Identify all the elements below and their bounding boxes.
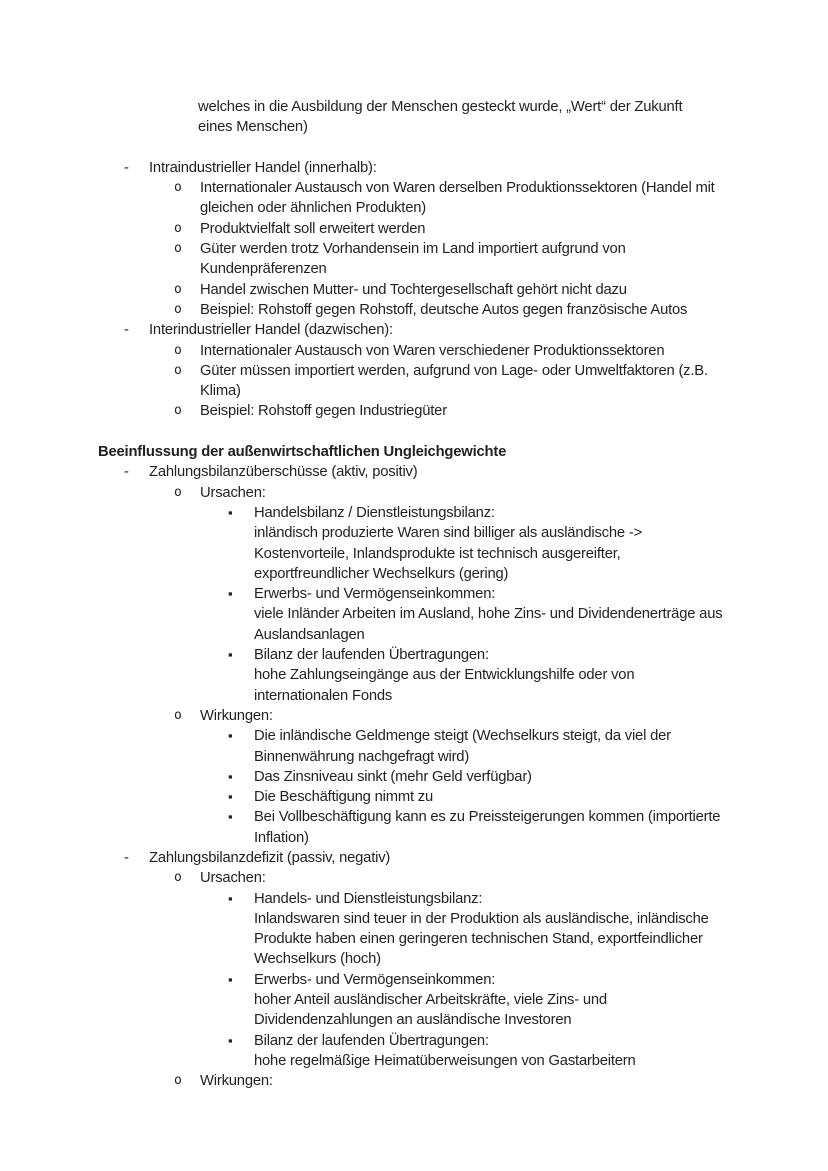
list-item-dash: [98, 848, 778, 868]
square-bullet-marker: ▪: [228, 647, 233, 663]
list-item-circle: [98, 239, 778, 280]
text-line: Handelsbilanz / Dienstleistungsbilanz:: [254, 504, 495, 521]
text-line: Ursachen:: [200, 870, 266, 887]
text-line: exportfreundlicher Wechselkurs (gering): [254, 565, 509, 582]
text-line: Güter werden trotz Vorhandensein im Land importiert aufgrund von: [200, 241, 626, 258]
text-line: Bilanz der laufenden Übertragungen:: [254, 647, 489, 664]
blank-line: [98, 138, 778, 158]
blank-line: [98, 422, 778, 442]
circle-bullet-marker: o: [174, 180, 182, 196]
list-item-circle: [98, 706, 778, 726]
text-line: internationalen Fonds: [254, 687, 393, 704]
square-bullet-marker: ▪: [228, 1032, 233, 1048]
text-line: Inflation): [254, 829, 309, 846]
text-line: Bilanz der laufenden Übertragungen:: [254, 1032, 489, 1049]
text-line: Produkte haben einen geringeren technischen Stand, exportfeindlicher: [254, 931, 703, 948]
text-line: Das Zinsniveau sinkt (mehr Geld verfügbar): [254, 768, 532, 785]
list-item-circle: [98, 1071, 778, 1091]
text-line: Wechselkurs (hoch): [254, 951, 381, 968]
list-item-square: [98, 889, 778, 970]
text-line: Intraindustrieller Handel (innerhalb):: [149, 159, 377, 176]
list-item-square: [98, 787, 778, 807]
list-item-dash: [98, 320, 778, 340]
square-bullet-marker: ▪: [228, 586, 233, 602]
list-item-square: [98, 807, 778, 848]
text-line: Wirkungen:: [200, 1073, 273, 1090]
text-line: Kundenpräferenzen: [200, 261, 327, 278]
list-item-circle: [98, 361, 778, 402]
circle-bullet-marker: o: [174, 403, 182, 419]
text-line: Beispiel: Rohstoff gegen Industriegüter: [200, 403, 447, 420]
text-line: eines Menschen): [198, 119, 308, 136]
text-line: Binnenwährung nachgefragt wird): [254, 748, 470, 765]
list-item-circle: [98, 868, 778, 888]
text-line: Die inländische Geldmenge steigt (Wechselkurs steigt, da viel der: [254, 728, 671, 745]
square-bullet-marker: ▪: [228, 809, 233, 825]
square-bullet-marker: ▪: [228, 728, 233, 744]
list-item-circle: [98, 178, 778, 219]
list-item-square: [98, 726, 778, 767]
text-line: Beeinflussung der außenwirtschaftlichen Ungleichgewichte: [98, 444, 507, 461]
square-bullet-marker: ▪: [228, 504, 233, 520]
square-bullet-marker: ▪: [228, 890, 233, 906]
text-line: Dividendenzahlungen an ausländische Investoren: [254, 1012, 572, 1029]
text-line: Erwerbs- und Vermögenseinkommen:: [254, 971, 496, 988]
text-line: Kostenvorteile, Inlandsprodukte ist technisch ausgereifter,: [254, 545, 621, 562]
text-line: Inlandswaren sind teuer in der Produktion als ausländische, inländische: [254, 910, 709, 927]
text-line: gleichen oder ähnlichen Produkten): [200, 200, 426, 217]
circle-bullet-marker: o: [174, 870, 182, 886]
text-line: Zahlungsbilanzdefizit (passiv, negativ): [149, 849, 391, 866]
list-item-circle: [98, 341, 778, 361]
text-line: hohe Zahlungseingänge aus der Entwicklungshilfe oder von: [254, 667, 635, 684]
list-item-dash: [98, 462, 778, 482]
circle-bullet-marker: o: [174, 220, 182, 236]
dash-bullet-marker: -: [124, 464, 129, 481]
text-line: Handel zwischen Mutter- und Tochtergesellschaft gehört nicht dazu: [200, 281, 627, 298]
text-line: Interindustrieller Handel (dazwischen):: [149, 322, 393, 339]
square-bullet-marker: ▪: [228, 768, 233, 784]
list-item-dash: [98, 158, 778, 178]
text-line: hohe regelmäßige Heimatüberweisungen von Gastarbeitern: [254, 1052, 636, 1069]
text-line: Wirkungen:: [200, 707, 273, 724]
text-line: Zahlungsbilanzüberschüsse (aktiv, positiv): [149, 464, 418, 481]
text-line: Güter müssen importiert werden, aufgrund von Lage- oder Umweltfaktoren (z.B.: [200, 362, 708, 379]
circle-bullet-marker: o: [174, 484, 182, 500]
list-item-square: [98, 767, 778, 787]
text-line: Ursachen:: [200, 484, 266, 501]
dash-bullet-marker: -: [124, 159, 129, 176]
text-line: viele Inländer Arbeiten im Ausland, hohe Zins- und Dividendenerträge aus: [254, 606, 723, 623]
dash-bullet-marker: -: [124, 849, 129, 866]
list-item-circle: [98, 300, 778, 320]
circle-bullet-marker: o: [174, 707, 182, 723]
text-line: Erwerbs- und Vermögenseinkommen:: [254, 586, 496, 603]
text-line: Bei Vollbeschäftigung kann es zu Preissteigerungen kommen (importierte: [254, 809, 721, 826]
text-line: Beispiel: Rohstoff gegen Rohstoff, deutsche Autos gegen französische Autos: [200, 301, 688, 318]
text-line: Handels- und Dienstleistungsbilanz:: [254, 890, 483, 907]
section-heading: [98, 442, 778, 462]
circle-bullet-marker: o: [174, 1073, 182, 1089]
text-line: welches in die Ausbildung der Menschen gesteckt wurde, „Wert“ der Zukunft: [198, 99, 683, 115]
square-bullet-marker: ▪: [228, 789, 233, 805]
text-line: inländisch produzierte Waren sind billiger als ausländische ->: [254, 525, 643, 542]
list-item-circle: [98, 219, 778, 239]
paragraph-continuation: [98, 97, 778, 138]
text-line: Auslandsanlagen: [254, 626, 365, 643]
list-item-square: [98, 584, 778, 645]
list-item-circle: [98, 483, 778, 503]
list-item-square: [98, 645, 778, 706]
circle-bullet-marker: o: [174, 281, 182, 297]
circle-bullet-marker: o: [174, 362, 182, 378]
text-line: Produktvielfalt soll erweitert werden: [200, 220, 426, 237]
text-line: Internationaler Austausch von Waren derselben Produktionssektoren (Handel mit: [200, 180, 715, 197]
text-line: Internationaler Austausch von Waren verschiedener Produktionssektoren: [200, 342, 665, 359]
list-item-square: [98, 970, 778, 1031]
list-item-square: [98, 503, 778, 584]
list-item-circle: [98, 280, 778, 300]
list-item-circle: [98, 401, 778, 421]
list-item-square: [98, 1031, 778, 1072]
square-bullet-marker: ▪: [228, 971, 233, 987]
circle-bullet-marker: o: [174, 241, 182, 257]
text-line: Die Beschäftigung nimmt zu: [254, 789, 434, 806]
circle-bullet-marker: o: [174, 342, 182, 358]
document-content: [98, 97, 778, 1092]
circle-bullet-marker: o: [174, 301, 182, 317]
text-line: hoher Anteil ausländischer Arbeitskräfte, viele Zins- und: [254, 992, 607, 1009]
dash-bullet-marker: -: [124, 322, 129, 339]
text-line: Klima): [200, 383, 241, 400]
